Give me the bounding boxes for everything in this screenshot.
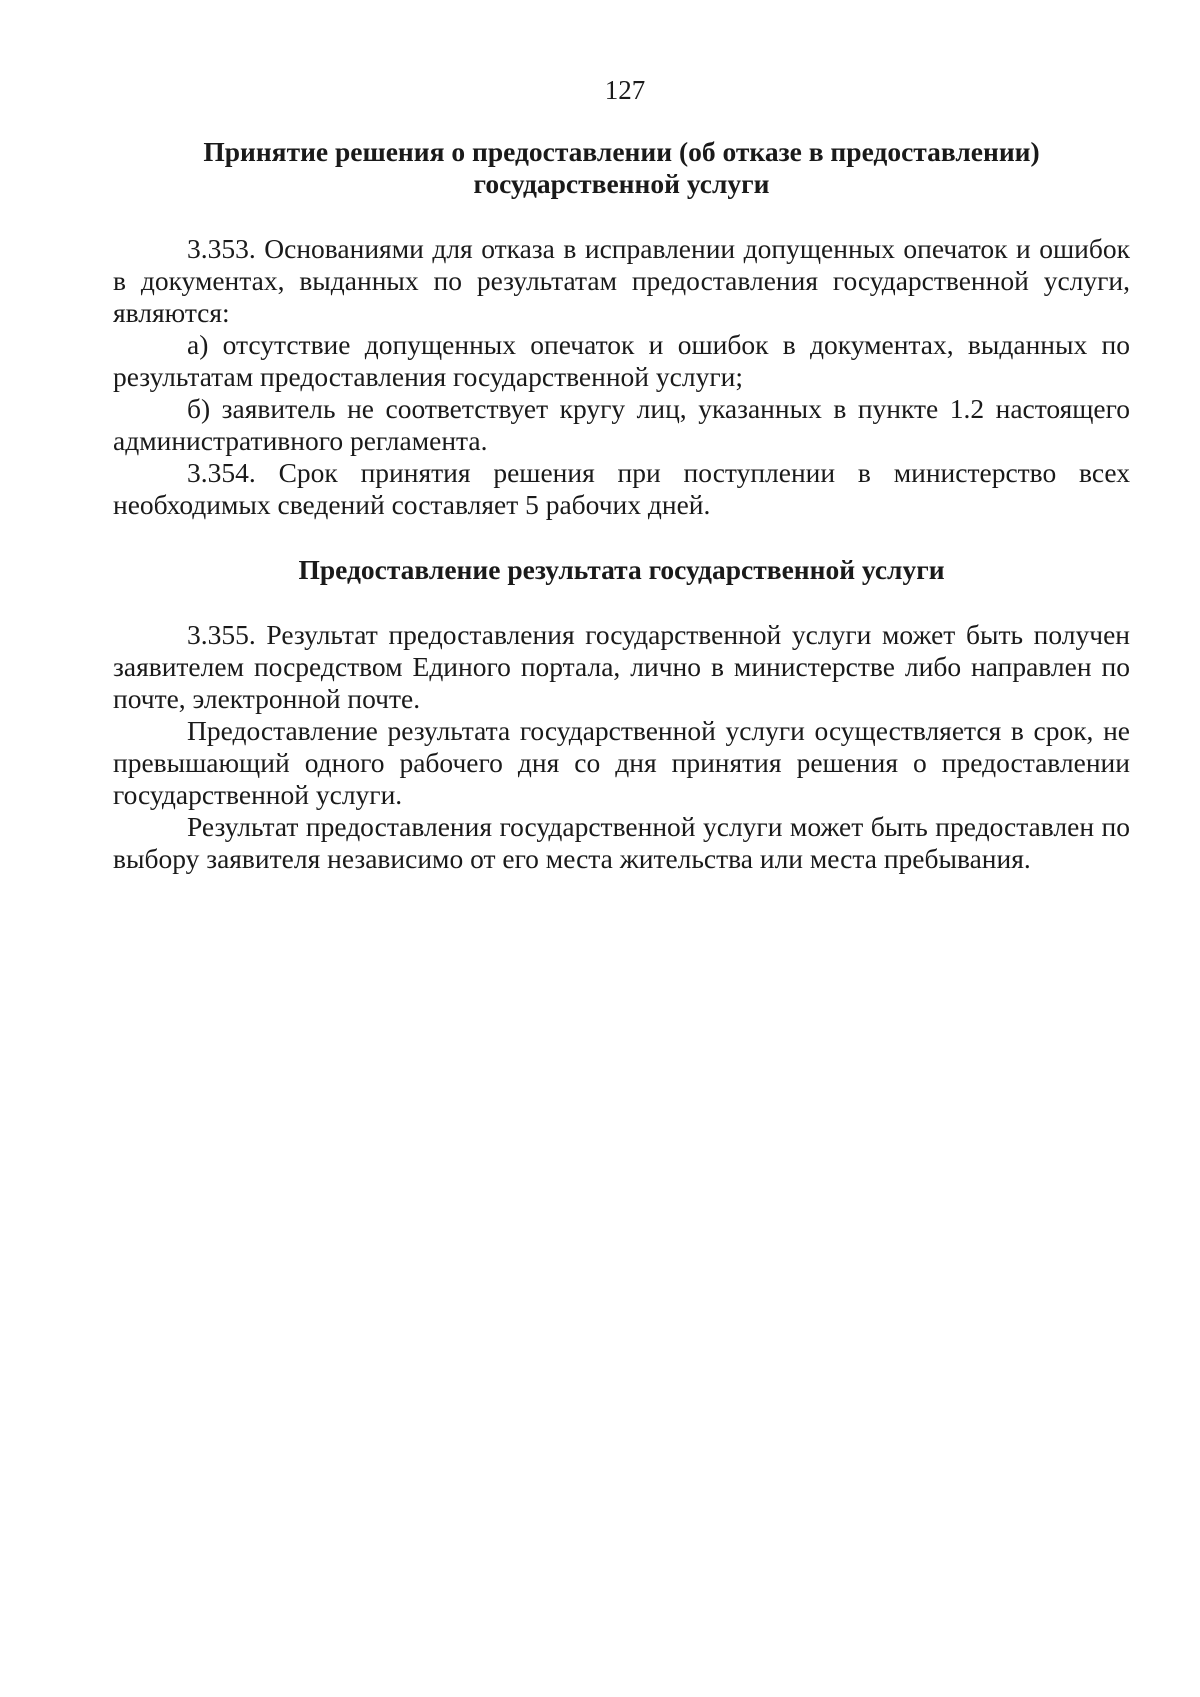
paragraph-result-term: Предоставление результата государственной услуги осуществляется в срок, не превышающий одного рабочего дня со дня принятия решения о предоставлении государственной услуги. [113,715,1130,810]
document-body [113,136,1130,875]
section-heading-decision [113,136,1130,200]
paragraph-3-353: 3.353. Основаниями для отказа в исправлении допущенных опечаток и ошибок в документах, выданных по результатам предоставления государственной услуги, являются: [113,233,1130,328]
paragraph-item-a: а) отсутствие допущенных опечаток и ошибок в документах, выданных по результатам предоставления государственной услуги; [113,329,1130,392]
section-heading-line: государственной услуги [473,168,770,199]
paragraph-3-355: 3.355. Результат предоставления государственной услуги может быть получен заявителем посредством Единого портала, лично в министерстве либо направлен по почте, электронной почте. [113,619,1130,714]
section-heading-result: Предоставление результата государственной услуги [298,554,945,585]
paragraph-item-b: б) заявитель не соответствует кругу лиц, указанных в пункте 1.2 настоящего административного регламента. [113,393,1130,456]
section-heading-line: Принятие решения о предоставлении (об отказе в предоставлении) [203,136,1040,167]
paragraph-result-choice: Результат предоставления государственной услуги может быть предоставлен по выбору заявителя независимо от его места жительства или места пребывания. [113,811,1130,874]
page-number: 127 [604,75,646,105]
paragraph-3-354: 3.354. Срок принятия решения при поступлении в министерство всех необходимых сведений составляет 5 рабочих дней. [113,457,1130,520]
